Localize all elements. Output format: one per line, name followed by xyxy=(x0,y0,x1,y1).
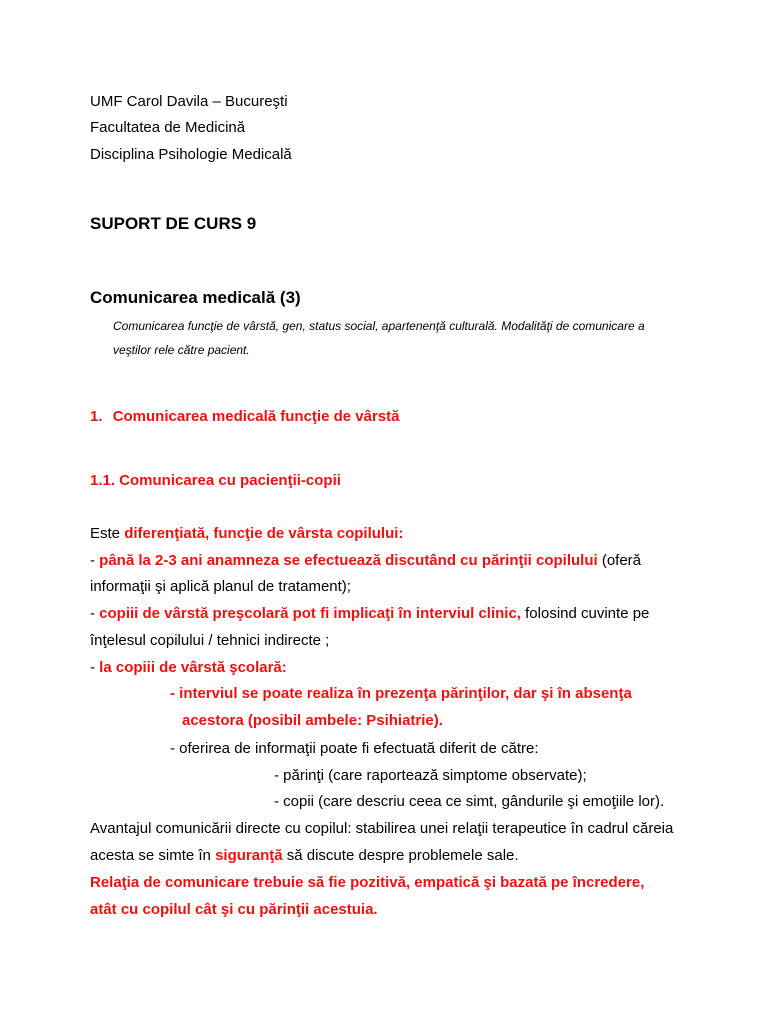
advantage-line-2-pre: acesta se simte în xyxy=(90,847,216,864)
sub-bullet-interview-cont: acestora (posibil ambele: Psihiatrie). xyxy=(182,712,443,729)
section-title: Comunicarea medicală (3) xyxy=(90,288,301,307)
heading-1-number: 1. xyxy=(90,408,103,425)
heading-1-text: Comunicarea medicală funcţie de vârstă xyxy=(112,408,400,425)
bullet-infants-text: (oferă xyxy=(597,552,642,569)
bullet-preschool-text: folosind cuvinte pe xyxy=(520,605,650,622)
conclusion-line-1: Relaţia de comunicare trebuie să fie pozitivă, empatică şi bazată pe încredere, xyxy=(90,874,645,891)
summary-line-2: veştilor rele către pacient. xyxy=(113,343,250,357)
bullet-school-dash: - xyxy=(90,659,100,676)
bullet-infants xyxy=(90,552,641,570)
bullet-preschool xyxy=(90,605,649,623)
header-faculty: Facultatea de Medicină xyxy=(90,119,246,136)
header-discipline: Disciplina Psihologie Medicală xyxy=(90,146,292,163)
sub-sub-bullet-parents: - părinţi (care raportează simptome observate); xyxy=(274,767,587,784)
course-title: SUPORT DE CURS 9 xyxy=(90,214,257,233)
para-intro-emphasis: diferenţiată, funcţie de vârsta copilului: xyxy=(124,525,404,542)
advantage-line-2 xyxy=(90,847,519,865)
bullet-preschool-cont: înţelesul copilului / tehnici indirecte ; xyxy=(90,632,330,649)
conclusion-line-2: atât cu copilul cât şi cu părinţii acestuia. xyxy=(90,901,378,918)
para-intro xyxy=(90,525,403,543)
sub-sub-bullet-children: - copii (care descriu ceea ce simt, gândurile şi emoţiile lor). xyxy=(274,793,665,810)
header-university: UMF Carol Davila – Bucureşti xyxy=(90,93,288,110)
sub-bullet-interview: - interviul se poate realiza în prezenţa părinţilor, dar şi în absenţa xyxy=(170,685,632,702)
advantage-line-1: Avantajul comunicării directe cu copilul: stabilirea unei relaţii terapeutice în cadrul căreia xyxy=(90,820,674,837)
bullet-infants-cont: informaţii şi aplică planul de tratament); xyxy=(90,578,351,595)
bullet-preschool-dash: - xyxy=(90,605,100,622)
bullet-school xyxy=(90,659,287,677)
heading-1-1: 1.1. Comunicarea cu pacienţii-copii xyxy=(90,472,341,489)
summary-line-1: Comunicarea funcţie de vârstă, gen, status social, apartenenţă culturală. Modalităţi de comunicare a xyxy=(113,319,645,333)
bullet-preschool-emphasis: copiii de vârstă preşcolară pot fi implicaţi în interviul clinic, xyxy=(99,605,521,622)
heading-1 xyxy=(90,408,399,426)
advantage-line-2-post: să discute despre problemele sale. xyxy=(282,847,519,864)
advantage-safety-emphasis: siguranţă xyxy=(215,847,283,864)
bullet-school-emphasis: la copiii de vârstă şcolară: xyxy=(99,659,287,676)
bullet-infants-emphasis: până la 2-3 ani anamneza se efectuează discutând cu părinţii copilului xyxy=(99,552,598,569)
bullet-infants-dash: - xyxy=(90,552,100,569)
sub-bullet-information: - oferirea de informaţii poate fi efectuată diferit de către: xyxy=(170,740,539,757)
para-intro-text: Este xyxy=(90,525,125,542)
